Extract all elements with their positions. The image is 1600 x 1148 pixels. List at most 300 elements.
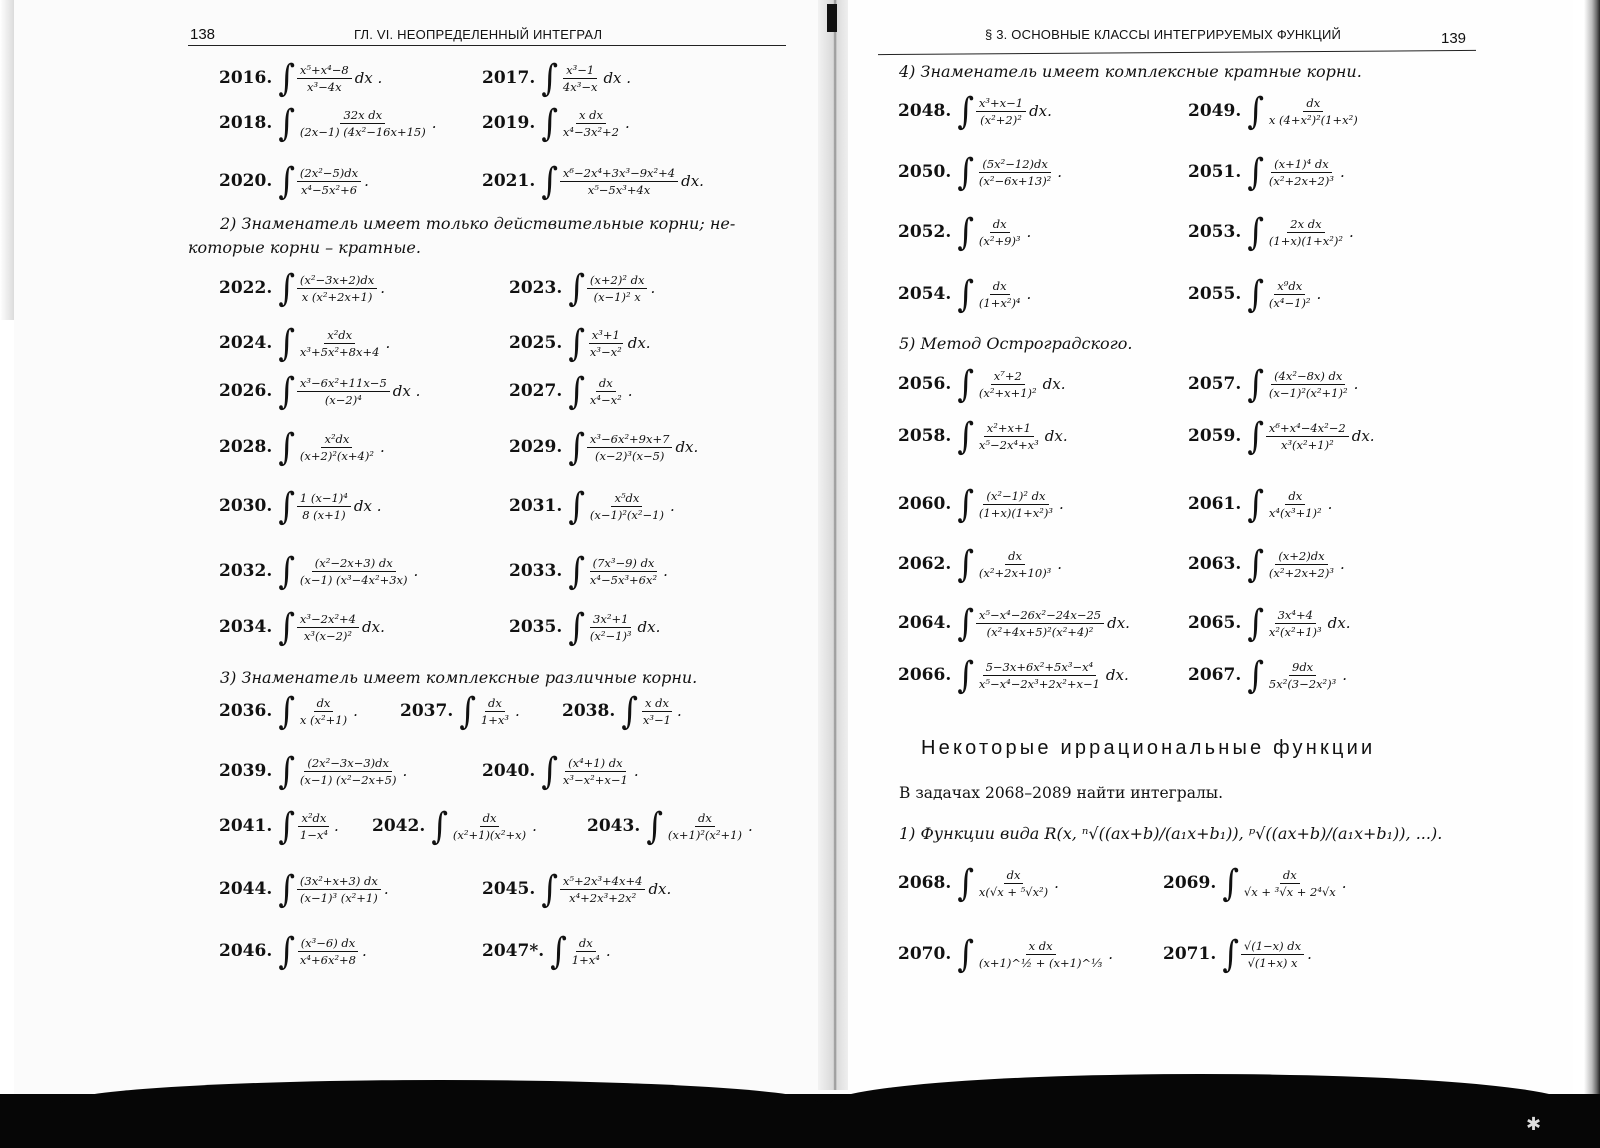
integral-sign: ∫ xyxy=(621,689,638,733)
problem-2066 xyxy=(898,653,1129,697)
integral-tail: . xyxy=(1316,285,1322,303)
denominator: x³(x²+1)² xyxy=(1280,437,1334,452)
numerator: x⁹dx xyxy=(1274,279,1305,295)
problem-number: 2023. xyxy=(509,278,563,298)
integral-expression xyxy=(1247,653,1348,697)
integral-expression xyxy=(1247,272,1322,316)
integral-sign: ∫ xyxy=(568,266,585,310)
integral-sign: ∫ xyxy=(1247,150,1264,194)
problem-2038 xyxy=(562,689,682,733)
integral-sign: ∫ xyxy=(278,929,295,973)
denominator: (x−1) (x²−2x+5) xyxy=(299,772,397,787)
numerator: dx xyxy=(990,279,1010,295)
problem-2067 xyxy=(1188,653,1348,697)
numerator: (x²−3x+2)dx xyxy=(297,273,377,289)
integral-sign: ∫ xyxy=(568,321,585,365)
denominator: (x−1)² x xyxy=(593,289,641,304)
numerator: dx xyxy=(485,696,505,712)
integral-expression xyxy=(1247,89,1363,133)
problem-number: 2022. xyxy=(219,278,273,298)
integral-sign: ∫ xyxy=(541,749,558,793)
page-edge-right xyxy=(1584,0,1600,1100)
integral-tail: . xyxy=(383,880,389,898)
integral-tail: . xyxy=(1348,223,1354,241)
problem-2069 xyxy=(1163,861,1347,905)
numerator: (x²−2x+3) dx xyxy=(312,556,396,572)
numerator: dx xyxy=(596,376,616,392)
integral-sign: ∫ xyxy=(1222,932,1239,976)
denominator: x⁴+2x³+2x² xyxy=(569,890,637,905)
integral-tail: . xyxy=(663,562,668,580)
numerator: dx xyxy=(1280,868,1300,884)
integral-tail: dx . xyxy=(392,382,421,400)
integral-tail: . xyxy=(676,702,682,720)
integral-sign: ∫ xyxy=(278,867,295,911)
problem-2058 xyxy=(898,414,1068,458)
problem-number: 2016. xyxy=(219,68,273,88)
subsection-heading: Некоторые иррациональные функции xyxy=(921,737,1376,759)
page-138 xyxy=(14,0,820,1100)
page-139 xyxy=(848,0,1573,1100)
fraction xyxy=(1266,421,1349,452)
problem-2041 xyxy=(219,804,339,848)
denominator: x⁴−5x²+6 xyxy=(300,182,358,197)
problem-number: 2067. xyxy=(1188,665,1242,685)
problem-number: 2062. xyxy=(898,554,952,574)
problem-number: 2064. xyxy=(898,613,952,633)
integral-expression xyxy=(621,689,682,733)
integral-sign: ∫ xyxy=(278,804,295,848)
problem-number: 2040. xyxy=(482,761,536,781)
problem-number: 2028. xyxy=(219,437,273,457)
numerator: x³−1 xyxy=(563,63,597,79)
problem-number: 2063. xyxy=(1188,554,1242,574)
fraction xyxy=(297,612,359,643)
problem-number: 2068. xyxy=(898,873,952,893)
problem-number: 2033. xyxy=(509,561,563,581)
integral-tail: dx. xyxy=(1105,666,1129,684)
denominator: x⁴−5x³+6x² xyxy=(589,572,658,587)
integral-sign: ∫ xyxy=(550,929,567,973)
numerator: dx xyxy=(576,936,596,952)
integral-expression xyxy=(568,321,651,365)
denominator: (x²−1)³ xyxy=(589,628,632,643)
problem-2052 xyxy=(898,210,1032,254)
fraction xyxy=(1266,279,1314,310)
integral-tail: . xyxy=(747,817,753,835)
problem-2055 xyxy=(1188,272,1322,316)
integral-tail: dx. xyxy=(1327,614,1351,632)
integral-sign: ∫ xyxy=(431,804,448,848)
numerator: x⁵−x⁴−26x²−24x−25 xyxy=(976,608,1104,624)
integral-tail: dx . xyxy=(354,69,383,87)
integral-expression xyxy=(278,605,385,649)
integral-expression xyxy=(568,425,699,469)
denominator: x³−x²+x−1 xyxy=(562,772,628,787)
numerator: x³+x−1 xyxy=(976,96,1026,112)
fraction xyxy=(1266,96,1361,127)
integral-tail: . xyxy=(633,762,639,780)
numerator: x⁵+2x³+4x+4 xyxy=(560,874,646,890)
integral-expression xyxy=(459,689,520,733)
denominator: x⁵−5x³+4x xyxy=(587,182,651,197)
integral-tail: dx. xyxy=(1042,375,1066,393)
numerator: x³−2x²+4 xyxy=(297,612,359,628)
integral-expression xyxy=(278,159,369,203)
integral-sign: ∫ xyxy=(1247,362,1264,406)
problem-number: 2048. xyxy=(898,101,952,121)
integral-expression xyxy=(568,549,668,593)
problem-2050 xyxy=(898,150,1063,194)
numerator: x dx xyxy=(576,108,606,124)
fraction xyxy=(587,432,673,463)
denominator: (x+1)²(x²+1) xyxy=(667,827,742,842)
problem-2070 xyxy=(898,932,1114,976)
integral-sign: ∫ xyxy=(957,89,974,133)
numerator: (x+2)² dx xyxy=(587,273,648,289)
denominator: x³−4x xyxy=(307,79,342,94)
integral-tail: . xyxy=(362,942,367,960)
fraction xyxy=(297,273,377,304)
numerator: x²dx xyxy=(321,432,352,448)
integral-sign: ∫ xyxy=(1247,89,1264,133)
integral-tail: dx. xyxy=(637,618,661,636)
problem-2048 xyxy=(898,89,1052,133)
integral-sign: ∫ xyxy=(957,362,974,406)
problem-number: 2018. xyxy=(219,113,273,133)
integral-sign: ∫ xyxy=(957,932,974,976)
integral-sign: ∫ xyxy=(278,689,295,733)
running-header: § 3. ОСНОВНЫЕ КЛАССЫ ИНТЕГРИРУЕМЫХ ФУНКЦИЙ xyxy=(985,27,1342,42)
numerator: dx xyxy=(990,217,1010,233)
denominator: x⁴−3x²+2 xyxy=(562,124,620,139)
numerator: (5x²−12)dx xyxy=(979,157,1051,173)
denominator: (1+x)(1+x²)³ xyxy=(978,505,1053,520)
scan-artifact: ✱ xyxy=(1526,1114,1542,1135)
integral-tail: . xyxy=(625,114,630,132)
numerator: x⁷+2 xyxy=(991,369,1025,385)
numerator: x³−6x²+11x−5 xyxy=(297,376,390,392)
problem-number: 2030. xyxy=(219,496,273,516)
numerator: 3x⁴+4 xyxy=(1275,608,1316,624)
book-spine xyxy=(818,0,852,1090)
denominator: (x²+2x+2)³ xyxy=(1268,565,1334,580)
denominator: (1+x)(1+x²)² xyxy=(1268,233,1343,248)
fraction xyxy=(1266,217,1346,248)
integral-sign: ∫ xyxy=(278,484,295,528)
problem-number: 2050. xyxy=(898,162,952,182)
numerator: 2x dx xyxy=(1287,217,1324,233)
denominator: (x²+4x+5)²(x²+4)² xyxy=(986,624,1094,639)
fraction xyxy=(297,811,331,842)
denominator: 8 (x+1) xyxy=(302,507,346,522)
integral-sign: ∫ xyxy=(957,653,974,697)
problem-number: 2037. xyxy=(400,701,454,721)
denominator: (x+2)²(x+4)² xyxy=(299,448,374,463)
problem-2023 xyxy=(509,266,656,310)
numerator: √(1−x) dx xyxy=(1241,939,1304,955)
fraction xyxy=(450,811,529,842)
integral-sign: ∫ xyxy=(1247,653,1264,697)
header-rule xyxy=(188,45,786,46)
integral-expression xyxy=(568,266,656,310)
problem-2071 xyxy=(1163,932,1312,976)
integral-tail: . xyxy=(605,942,611,960)
fraction xyxy=(297,556,411,587)
fraction xyxy=(478,696,512,727)
problem-2019 xyxy=(482,101,630,145)
integral-expression xyxy=(541,867,672,911)
problem-2024 xyxy=(219,321,391,365)
running-header: ГЛ. VI. НЕОПРЕДЕЛЕННЫЙ ИНТЕГРАЛ xyxy=(354,27,603,42)
section-heading-5: 5) Метод Остроградского. xyxy=(899,334,1133,353)
integral-tail: . xyxy=(1353,375,1359,393)
problem-2049 xyxy=(1188,89,1364,133)
integral-sign: ∫ xyxy=(278,101,295,145)
numerator: dx xyxy=(314,696,334,712)
problem-2046 xyxy=(219,929,367,973)
numerator: x³+1 xyxy=(589,328,623,344)
integral-tail: dx. xyxy=(648,880,672,898)
denominator: (x−2)⁴ xyxy=(324,392,362,407)
integral-sign: ∫ xyxy=(278,159,295,203)
fraction xyxy=(1266,157,1337,188)
integral-tail: dx . xyxy=(353,497,382,515)
integral-sign: ∫ xyxy=(1247,542,1264,586)
integral-tail: . xyxy=(385,334,391,352)
integral-sign: ∫ xyxy=(568,369,585,413)
problem-number: 2035. xyxy=(509,617,563,637)
problem-2021 xyxy=(482,159,704,203)
integral-expression xyxy=(278,321,391,365)
integral-tail: . xyxy=(431,114,437,132)
numerator: dx xyxy=(1005,549,1025,565)
integral-tail: . xyxy=(1307,945,1312,963)
problem-2037 xyxy=(400,689,520,733)
integral-tail: dx. xyxy=(1044,427,1068,445)
problem-2017 xyxy=(482,56,632,100)
problem-number: 2044. xyxy=(219,879,273,899)
problem-number: 2043. xyxy=(587,816,641,836)
fraction xyxy=(297,328,383,359)
numerator: x²+x+1 xyxy=(984,421,1034,437)
denominator: x⁴−x² xyxy=(589,392,622,407)
numerator: dx xyxy=(1004,868,1024,884)
problem-2065 xyxy=(1188,601,1351,645)
denominator: 4x³−x xyxy=(562,79,598,94)
problem-number: 2041. xyxy=(219,816,273,836)
integral-expression xyxy=(278,867,389,911)
integral-tail: . xyxy=(650,279,656,297)
problem-2036 xyxy=(219,689,358,733)
fraction xyxy=(976,489,1056,520)
fraction xyxy=(560,108,622,139)
problem-2016 xyxy=(219,56,383,100)
integral-tail: dx. xyxy=(1351,427,1375,445)
fraction xyxy=(587,556,660,587)
problem-number: 2047*. xyxy=(482,941,545,961)
problem-number: 2069. xyxy=(1163,873,1217,893)
denominator: x⁵−2x⁴+x³ xyxy=(978,437,1039,452)
integral-tail: . xyxy=(364,172,369,190)
integral-tail: . xyxy=(333,817,339,835)
problem-2068 xyxy=(898,861,1059,905)
integral-expression xyxy=(568,369,633,413)
problem-number: 2054. xyxy=(898,284,952,304)
denominator: x³−x² xyxy=(589,344,622,359)
section-heading-1: 1) Функции вида R(x, ⁿ√((ax+b)/(a₁x+b₁)), ᵖ√((ax+b)/(a₁x+b₁)), ...). xyxy=(899,824,1443,843)
integral-expression xyxy=(957,653,1129,697)
integral-sign: ∫ xyxy=(957,150,974,194)
problem-2027 xyxy=(509,369,633,413)
fraction xyxy=(297,432,377,463)
integral-sign: ∫ xyxy=(1247,210,1264,254)
problem-2034 xyxy=(219,605,385,649)
numerator: x²dx xyxy=(324,328,355,344)
problem-2064 xyxy=(898,601,1130,645)
problem-2059 xyxy=(1188,414,1375,458)
denominator: 5x²(3−2x²)³ xyxy=(1268,676,1337,691)
problem-2028 xyxy=(219,425,385,469)
spine-mark xyxy=(827,4,837,32)
integral-tail: . xyxy=(514,702,520,720)
integral-expression xyxy=(1247,542,1345,586)
problem-2060 xyxy=(898,482,1064,526)
integral-expression xyxy=(278,266,385,310)
problem-number: 2061. xyxy=(1188,494,1242,514)
integral-expression xyxy=(278,549,419,593)
integral-expression xyxy=(278,804,339,848)
integral-sign: ∫ xyxy=(1247,414,1264,458)
denominator: (x²−6x+13)² xyxy=(978,173,1052,188)
problem-number: 2026. xyxy=(219,381,273,401)
integral-expression xyxy=(1247,150,1345,194)
problem-number: 2038. xyxy=(562,701,616,721)
section-heading-2: 2) Знаменатель имеет только действительные корни; не- xyxy=(220,214,736,233)
problem-number: 2070. xyxy=(898,944,952,964)
integral-sign: ∫ xyxy=(957,542,974,586)
fraction xyxy=(976,217,1024,248)
denominator: (x−2)³(x−5) xyxy=(594,448,665,463)
integral-expression xyxy=(278,101,437,145)
problem-number: 2058. xyxy=(898,426,952,446)
integral-tail: . xyxy=(1054,874,1059,892)
problem-2025 xyxy=(509,321,651,365)
problem-2020 xyxy=(219,159,369,203)
problem-number: 2060. xyxy=(898,494,952,514)
integral-sign: ∫ xyxy=(1247,601,1264,645)
problem-2030 xyxy=(219,484,382,528)
denominator: √(1+x) x xyxy=(1247,955,1298,970)
integral-tail: . xyxy=(1342,666,1348,684)
integral-expression xyxy=(541,749,639,793)
integral-sign: ∫ xyxy=(568,549,585,593)
problem-number: 2020. xyxy=(219,171,273,191)
fraction xyxy=(297,874,381,905)
problem-number: 2019. xyxy=(482,113,536,133)
denominator: (x²+2)² xyxy=(980,112,1022,127)
fraction xyxy=(560,874,646,905)
problem-number: 2045. xyxy=(482,879,536,899)
fraction xyxy=(297,696,350,727)
section-heading-2-cont: которые корни – кратные. xyxy=(188,238,421,257)
denominator: x⁵−x⁴−2x³+2x²+x−1 xyxy=(978,676,1100,691)
integral-sign: ∫ xyxy=(646,804,663,848)
integral-tail: dx. xyxy=(362,618,385,636)
problem-number: 2039. xyxy=(219,761,273,781)
integral-sign: ∫ xyxy=(957,861,974,905)
fraction xyxy=(297,108,429,139)
fraction xyxy=(297,63,352,94)
problem-2045 xyxy=(482,867,672,911)
denominator: x(√x + ⁵√x²) xyxy=(978,884,1049,899)
problem-number: 2066. xyxy=(898,665,952,685)
fraction xyxy=(1266,369,1351,400)
integral-expression xyxy=(1247,362,1359,406)
denominator: x³−1 xyxy=(642,712,671,727)
integral-sign: ∫ xyxy=(459,689,476,733)
fraction xyxy=(665,811,745,842)
integral-sign: ∫ xyxy=(568,484,585,528)
fraction xyxy=(1241,868,1339,899)
denominator: x (x²+1) xyxy=(299,712,348,727)
denominator: (1+x²)⁴ xyxy=(978,295,1021,310)
integral-tail: . xyxy=(627,382,633,400)
problem-number: 2032. xyxy=(219,561,273,581)
integral-sign: ∫ xyxy=(541,159,558,203)
denominator: 1+x³ xyxy=(480,712,509,727)
integral-expression xyxy=(278,689,358,733)
integral-tail: . xyxy=(402,762,408,780)
fraction xyxy=(297,166,361,197)
integral-sign: ∫ xyxy=(278,56,295,100)
integral-tail: . xyxy=(1327,495,1333,513)
integral-sign: ∫ xyxy=(568,425,585,469)
fraction xyxy=(976,549,1054,580)
integral-sign: ∫ xyxy=(568,605,585,649)
numerator: dx xyxy=(1285,489,1305,505)
integral-tail: . xyxy=(1058,495,1064,513)
integral-expression xyxy=(957,150,1063,194)
problem-number: 2056. xyxy=(898,374,952,394)
numerator: (x⁴+1) dx xyxy=(565,756,626,772)
problem-2044 xyxy=(219,867,389,911)
numerator: x dx xyxy=(642,696,672,712)
integral-expression xyxy=(957,861,1059,905)
integral-sign: ∫ xyxy=(541,56,558,100)
denominator: x (x²+2x+1) xyxy=(301,289,373,304)
denominator: x²(x²+1)³ xyxy=(1268,624,1322,639)
integral-sign: ∫ xyxy=(278,605,295,649)
problem-number: 2059. xyxy=(1188,426,1242,446)
denominator: 1+x⁴ xyxy=(571,952,600,967)
integral-expression xyxy=(1222,861,1347,905)
integral-sign: ∫ xyxy=(278,266,295,310)
problem-2043 xyxy=(587,804,753,848)
integral-tail: . xyxy=(379,438,385,456)
numerator: x²dx xyxy=(298,811,329,827)
fraction xyxy=(1266,660,1339,691)
integral-expression xyxy=(278,929,367,973)
numerator: x⁵+x⁴−8 xyxy=(297,63,352,79)
fraction xyxy=(976,608,1104,639)
integral-expression xyxy=(431,804,537,848)
integral-expression xyxy=(278,56,383,100)
problem-number: 2034. xyxy=(219,617,273,637)
integral-tail: . xyxy=(1057,163,1063,181)
problem-number: 2049. xyxy=(1188,101,1242,121)
problem-2056 xyxy=(898,362,1066,406)
